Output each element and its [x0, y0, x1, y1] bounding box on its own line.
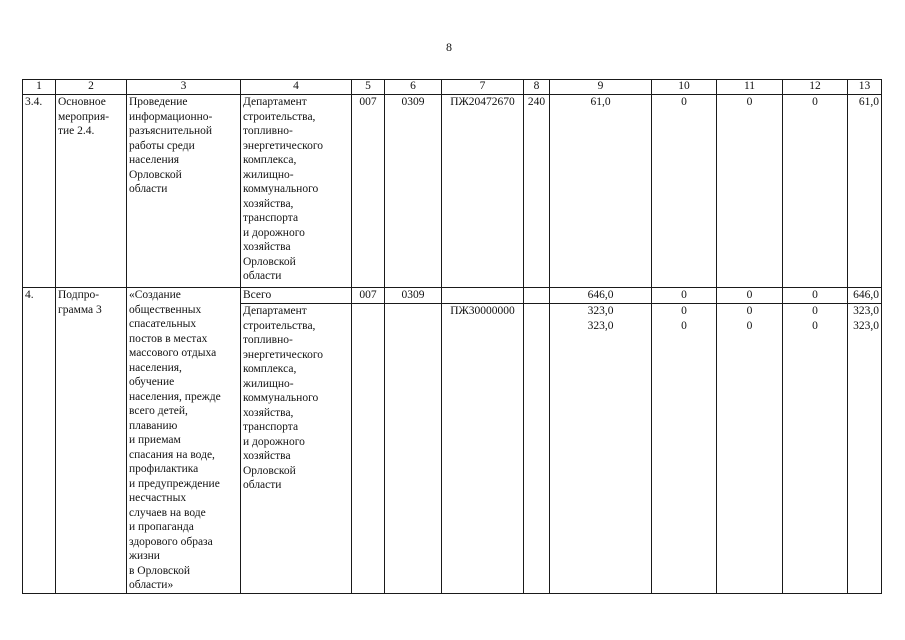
header-cell-10: 10	[652, 80, 717, 95]
row-number-cell: 4.	[23, 288, 56, 594]
code-cell-5	[352, 304, 385, 593]
executor-cell: Департамент строительства, топливно- энергетического комплекса, жилищно- коммунального хозяйства, транспорта и дорожного хозяйства Орловской области	[241, 304, 352, 593]
amount-cell-11: 0	[717, 95, 783, 288]
amount-cell-9: 646,0	[550, 288, 652, 304]
amount-cell-13: 61,0	[848, 95, 882, 288]
amount-cell-11: 0	[717, 288, 783, 304]
header-cell-5: 5	[352, 80, 385, 95]
header-row	[23, 80, 882, 95]
amount-cell-11: 0 0	[717, 304, 783, 593]
header-cell-8: 8	[524, 80, 550, 95]
code-cell-5: 007	[352, 288, 385, 304]
row-number-cell: 3.4.	[23, 95, 56, 288]
code-cell-8	[524, 304, 550, 593]
header-cell-6: 6	[385, 80, 442, 95]
item-title-cell: «Создание общественных спасательных постов в местах массового отдыха населения, обучение населения, прежде всего детей, плаванию и приемам спасания на воде, профилактика и предупреждение несчастных случаев на воде и пропаганда здорового образа жизни в Орловской области»	[127, 288, 241, 594]
budget-table	[22, 79, 882, 594]
header-cell-13: 13	[848, 80, 882, 95]
header-cell-2: 2	[56, 80, 127, 95]
page-number: 8	[446, 40, 452, 54]
code-cell-7: ПЖ30000000	[442, 304, 524, 593]
item-title-cell: Проведение информационно- разъяснительной работы среди населения Орловской области	[127, 95, 241, 288]
header-cell-1: 1	[23, 80, 56, 95]
code-cell-5: 007	[352, 95, 385, 288]
code-cell-6	[385, 304, 442, 593]
amount-cell-13: 323,0 323,0	[848, 304, 882, 593]
amount-cell-10: 0	[652, 95, 717, 288]
table-row-3-4	[23, 95, 882, 288]
code-cell-7: ПЖ20472670	[442, 95, 524, 288]
amount-cell-12: 0	[783, 95, 848, 288]
header-cell-9: 9	[550, 80, 652, 95]
item-type-cell: Основное мероприя- тие 2.4.	[56, 95, 127, 288]
header-cell-7: 7	[442, 80, 524, 95]
amount-cell-12: 0	[783, 288, 848, 304]
executor-cell: Департамент строительства, топливно- энергетического комплекса, жилищно- коммунального хозяйства, транспорта и дорожного хозяйства Орловской области	[241, 95, 352, 288]
amount-cell-13: 646,0	[848, 288, 882, 304]
header-cell-12: 12	[783, 80, 848, 95]
header-cell-4: 4	[241, 80, 352, 95]
amount-cell-10: 0	[652, 288, 717, 304]
code-cell-6: 0309	[385, 288, 442, 304]
amount-cell-10: 0 0	[652, 304, 717, 593]
header-cell-11: 11	[717, 80, 783, 95]
item-type-cell: Подпро- грамма 3	[56, 288, 127, 594]
code-cell-7	[442, 288, 524, 304]
amount-cell-9: 323,0 323,0	[550, 304, 652, 593]
code-cell-8	[524, 288, 550, 304]
amount-cell-9: 61,0	[550, 95, 652, 288]
code-cell-6: 0309	[385, 95, 442, 288]
table-row-4-total	[23, 288, 882, 304]
executor-total-cell: Всего	[241, 288, 352, 304]
header-cell-3: 3	[127, 80, 241, 95]
amount-cell-12: 0 0	[783, 304, 848, 593]
code-cell-8: 240	[524, 95, 550, 288]
